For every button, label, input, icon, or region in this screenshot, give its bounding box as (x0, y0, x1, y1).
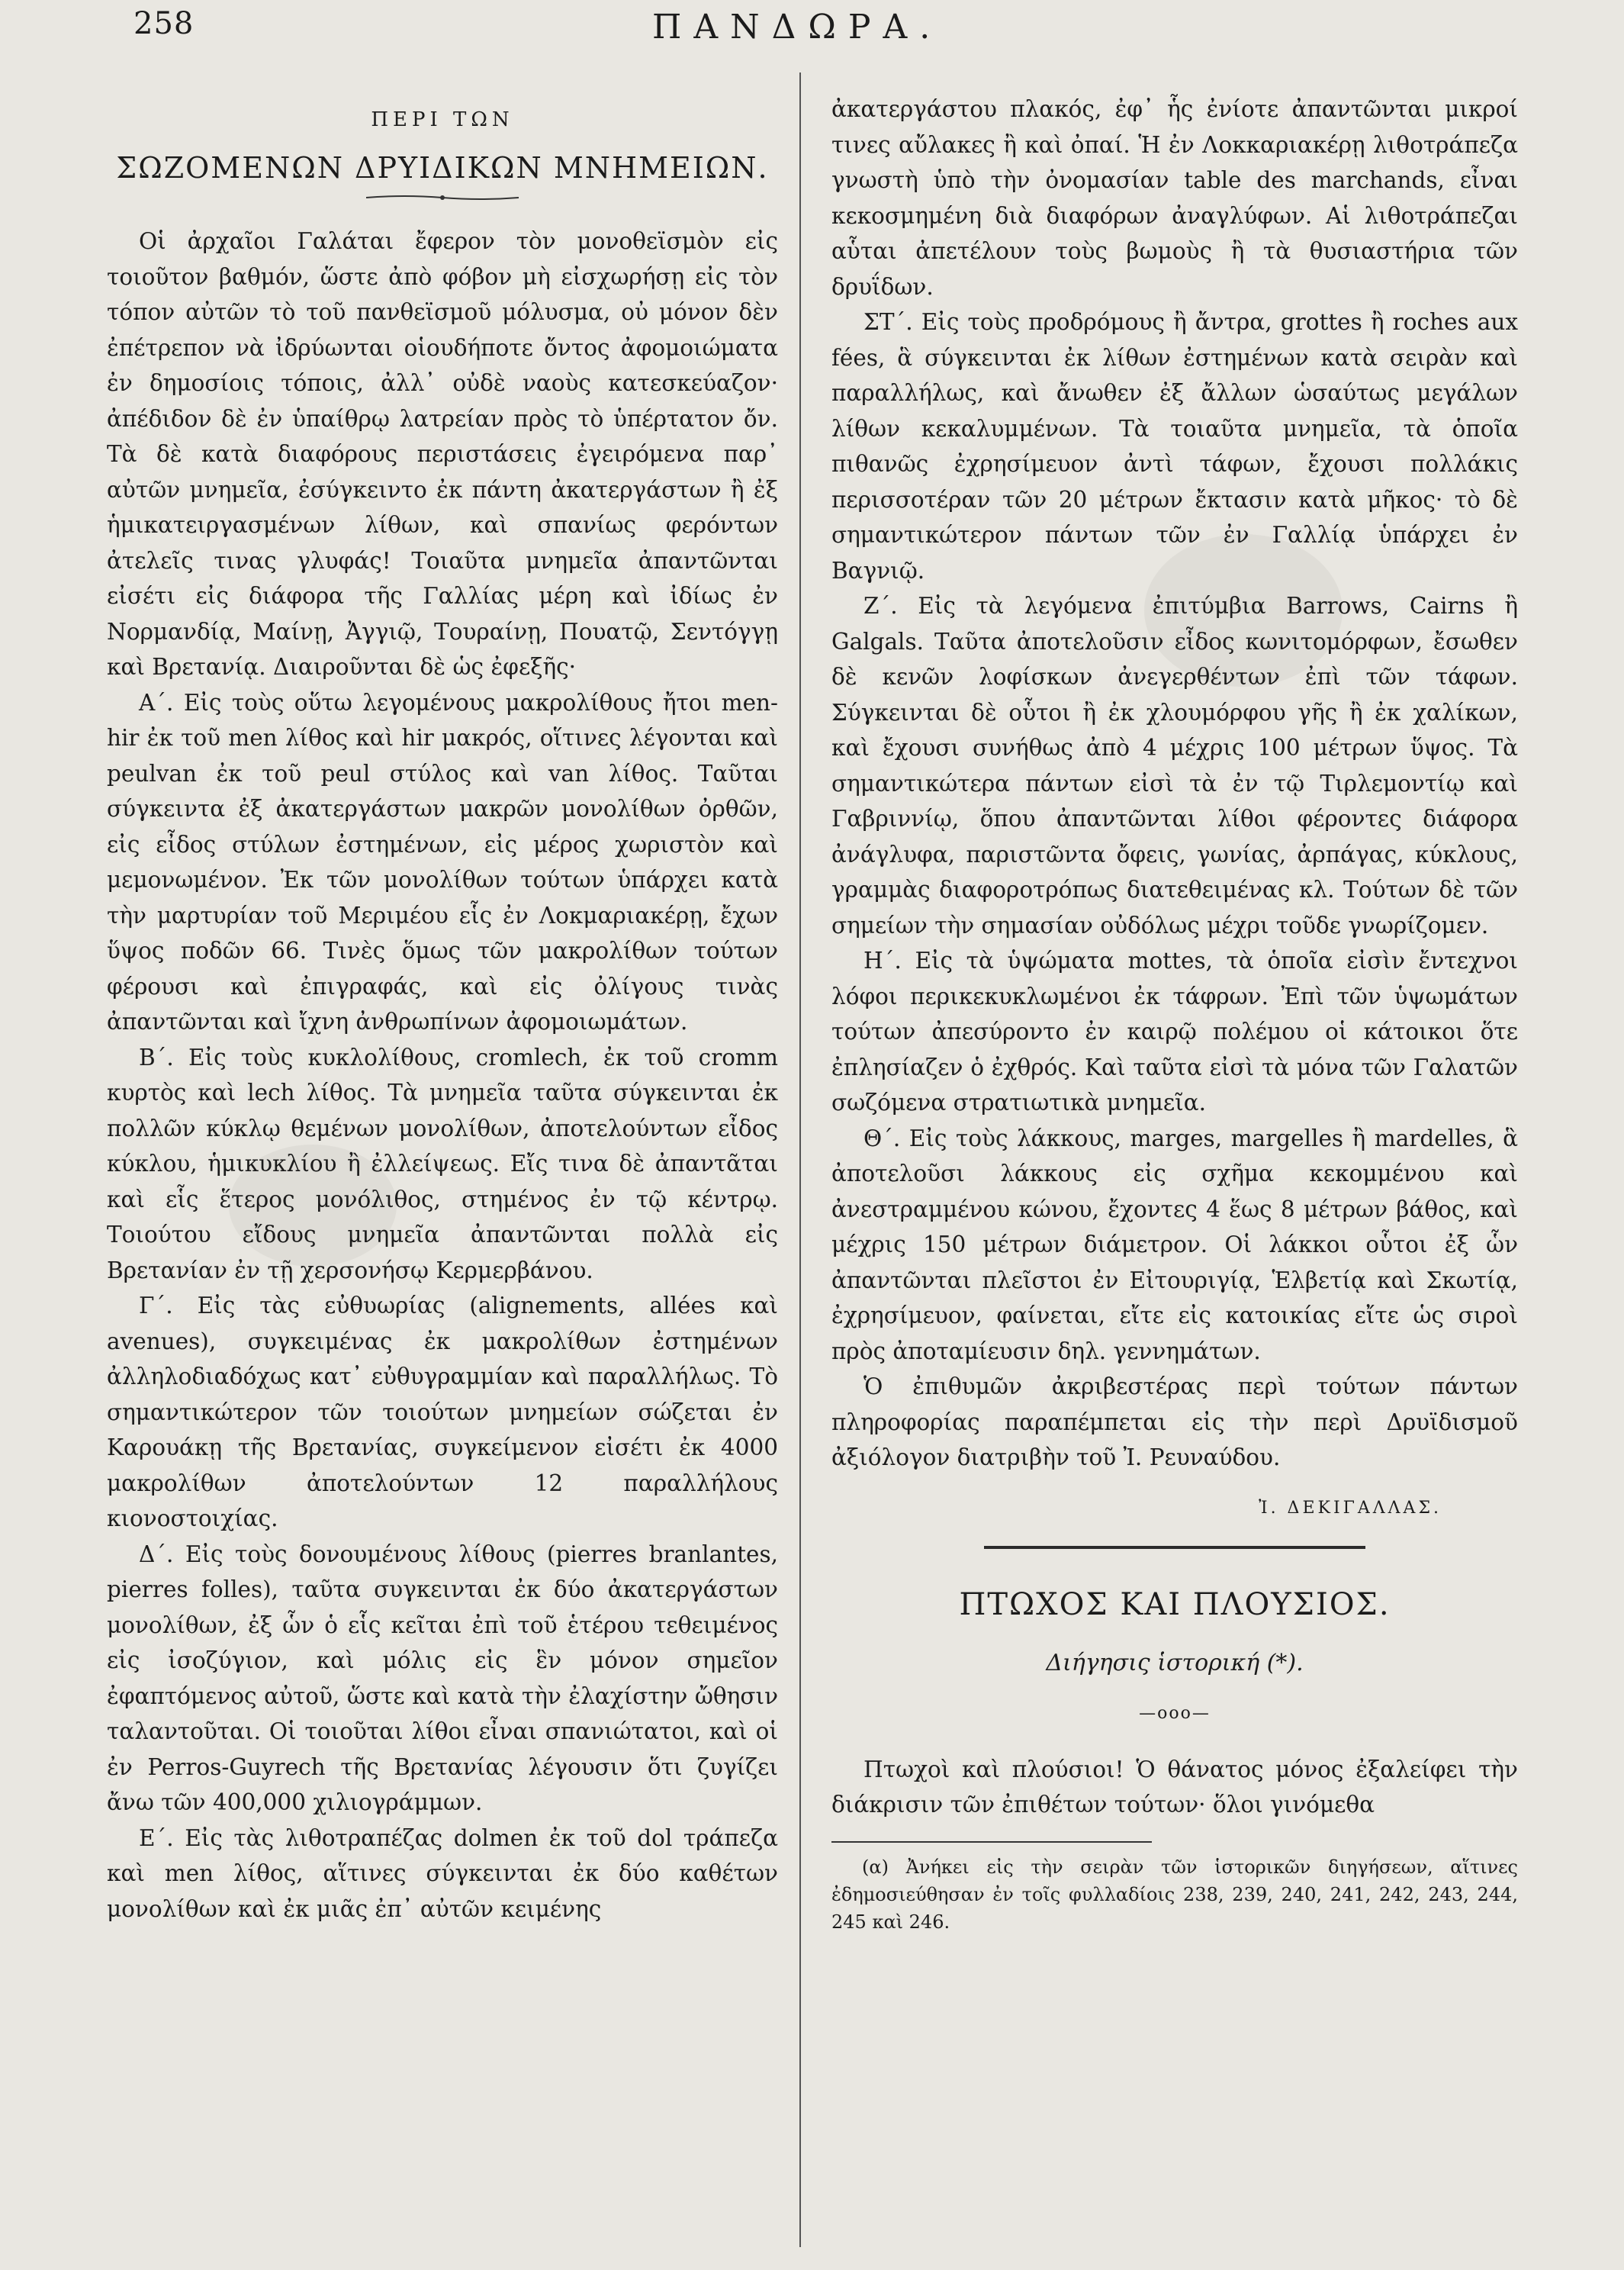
paragraph-epsilon: Ε΄. Εἰς τὰς λιθοτραπέζας dolmen ἐκ τοῦ dol τράπεζα καὶ men λίθος, αἵτινες σύγκεινται ἐκ δύο καθέτων μονολίθων καὶ ἐκ μιᾶς ἐπ᾽ αὐτῶν κειμένης (107, 1824, 778, 1922)
footnote: (α) Ἀνήκει εἰς τὴν σειρὰν τῶν ἱστορικῶν διηγήσεων, αἵτινες ἐδημοσιεύθησαν ἐν τοῖς φυλλαδίοις 238, 239, 240, 241, 242, 243, 244, 245 καὶ 246. (831, 1856, 1518, 1933)
article-title: ΣΩΖΟΜΕΝΩΝ ΔΡΥΙΔΙΚΩΝ ΜΝΗΜΕΙΩΝ. (116, 150, 769, 185)
paragraph-intro: Οἱ ἀρχαῖοι Γαλάται ἔφερον τὸν μονοθεϊσμὸν εἰς τοιοῦτον βαθμόν, ὥστε ἀπὸ φόβον μὴ εἰσχωρήσῃ εἰς τὸν τόπον αὐτῶν τὸ τοῦ πανθεϊσμοῦ μόλυσμα, οὐ μόνον δὲν ἐπέτρεπον νὰ ἰδρύωνται οἱουδήποτε ὄντος ἀφομοιώματα ἐν δημοσίοις τόποις, ἀλλ᾽ οὐδὲ ναοὺς κατεσκεύαζον· ἀπέδιδον δὲ ἐν ὑπαίθρῳ λατρείαν πρὸς τὸ ὑπέρτατον ὄν. Τὰ δὲ κατὰ διαφόρους περιστάσεις ἐγειρόμενα παρ᾽ αὐτῶν μνημεῖα, ἐσύγκειντο ἐκ πάντη ἀκατεργάστων ἢ ἐξ ἡμικατειργασμένων λίθων, καὶ σπανίως φερόντων ἀτελεῖς τινας γλυφάς! Τοιαῦτα μνημεῖα ἀπαντῶνται εἰσέτι εἰς διάφορα τῆς Γαλλίας μέρη καὶ ἰδίως ἐν Νορμανδίᾳ, Μαίνῃ, Ἀγγιῷ, Τουραίνῃ, Πουατῷ, Σεντόγγῃ καὶ Βρετανίᾳ. Διαιροῦνται δὲ ὡς ἐφεξῆς· (107, 228, 778, 680)
title-ornament-icon (366, 193, 519, 202)
running-title: ΠΑΝΔΩΡΑ. (652, 8, 943, 47)
article2-title: ΠΤΩΧΟΣ ΚΑΙ ΠΛΟΥΣΙΟΣ. (959, 1587, 1391, 1622)
paragraph-alpha: Α΄. Εἰς τοὺς οὕτω λεγομένους μακρολίθους ἤτοι men-hir ἐκ τοῦ men λίθος καὶ hir μακρός, οἵτινες λέγονται καὶ peulvan ἐκ τοῦ peul στύλος καὶ van λίθος. Ταῦται σύγκειντα ἐξ ἀκατεργάστων μακρῶν μονολίθων ὀρθῶν, εἰς εἶδος στύλων ἐστημένων, εἰς μέρος χωριστὸν καὶ μεμονωμένον. Ἐκ τῶν μονολίθων τούτων ὑπάρχει κατὰ τὴν μαρτυρίαν τοῦ Μεριμέου εἷς ἐν Λοκμαριακέρῃ, ἔχων ὕψος ποδῶν 66. Τινὲς ὅμως τῶν μακρολίθων τούτων φέρουσι καὶ ἐπιγραφάς, καὶ εἰς ὀλίγους τινὰς ἀπαντῶνται καὶ ἴχνη ἀνθρωπίνων ἀφομοιωμάτων. (107, 689, 778, 1035)
paragraph-reference: Ὁ ἐπιθυμῶν ἀκριβεστέρας περὶ τούτων πάντων πληροφορίας παραπέμπεται εἰς τὴν περὶ Δρυϊδισμοῦ ἀξιόλογον διατριβὴν τοῦ Ἰ. Ρευναύδου. (831, 1373, 1518, 1470)
paragraph-delta: Δ΄. Εἰς τοὺς δονουμένους λίθους (pierres branlantes, pierres folles), ταῦτα συγκεινται ἐκ δύο ἀκατεργάστων μονολίθων, ἐξ ὧν ὁ εἷς κεῖται ἐπὶ τοῦ ἑτέρου τεθειμένος εἰς ἰσοζύγιον, καὶ μόλις εἰς ἓν μόνον σημεῖον ἐφαπτόμενος αὐτοῦ, ὥστε καὶ κατὰ τὴν ἐλαχίστην ὤθησιν ταλαντοῦται. Οἱ τοιοῦται λίθοι εἶναι σπανιώτατοι, καὶ οἱ ἐν Perros-Guyrech τῆς Βρετανίας λέγουσιν ὅτι ζυγίζει ἄνω τῶν 400,000 χιλιογράμμων. (107, 1541, 778, 1815)
paragraph-stigma: ΣΤ΄. Εἰς τοὺς προδρόμους ἢ ἄντρα, grottes ἢ roches aux fées, ἃ σύγκεινται ἐκ λίθων ἐστημένων κατὰ σειρὰν καὶ παραλλήλως, καὶ ἄνωθεν ἐξ ἄλλων ὡσαύτως μεγάλων λίθων κεκαλυμμένων. Τὰ τοιαῦτα μνημεῖα, τὰ ὁποῖα πιθανῶς ἐχρησίμευον ἀντὶ τάφων, ἔχουσι πολλάκις περισσοτέραν τῶν 20 μέτρων ἔκτασιν κατὰ μῆκος· τὸ δὲ σημαντικώτερον πάντων τῶν ἐν Γαλλίᾳ ὑπάρχει ἐν Βαγνιῷ. (831, 309, 1518, 584)
article-subtitle: ΠΕΡΙ ΤΩΝ (371, 108, 514, 131)
paragraph-beta: Β΄. Εἰς τοὺς κυκλολίθους, cromlech, ἐκ τοῦ cromm κυρτὸς καὶ lech λίθος. Τὰ μνημεῖα ταῦτα σύγκεινται ἐκ πολλῶν κύκλῳ θεμένων μονολίθων, ἀποτελούντων εἶδος κύκλου, ἡμικυκλίου ἢ ἐλλείψεως. Εἴς τινα δὲ ἀπαντᾶται καὶ εἷς ἕτερος μονόλιθος, στημένος ἐν τῷ κέντρῳ. Τοιούτου εἴδους μνημεῖα ἀπαντῶνται πολλὰ εἰς Βρετανίαν ἐν τῇ χερσονήσῳ Κερμερβάνου. (107, 1044, 778, 1283)
article-separator (984, 1546, 1365, 1549)
page-header (0, 0, 1624, 61)
page-number: 258 (133, 6, 195, 41)
paragraph-theta: Θ΄. Εἰς τοὺς λάκκους, marges, margelles ἢ mardelles, ἃ ἀποτελοῦσι λάκκους εἰς σχῆμα κεκομμένου καὶ ἀνεστραμμένου κώνου, ἔχοντες 4 ἕως 8 μέτρων βάθος, καὶ μέχρις 150 μέτρων διάμετρον. Οἱ λάκκοι οὗτοι ἐξ ὧν ἀπαντῶνται πλεῖστοι ἐν Εἰτουριγίᾳ, Ἑλβετίᾳ καὶ Σκωτίᾳ, ἐχρησίμευον, φαίνεται, εἴτε εἰς κατοικίας εἴτε ὡς σιροὶ πρὸς ἀποταμίευσιν δηλ. γεννημάτων. (831, 1125, 1518, 1364)
right-column (831, 92, 1518, 2251)
paragraph-zeta: Ζ΄. Εἰς τὰ λεγόμενα ἐπιτύμβια Barrows, Cairns ἢ Galgals. Ταῦτα ἀποτελοῦσιν εἶδος κωνιτομόρφων, ἔσωθεν δὲ κενῶν λοφίσκων ἀνεγερθέντων ἐπὶ τῶν τάφων. Σύγκεινται δὲ οὗτοι ἢ ἐκ χλουμόρφου γῆς ἢ ἐκ χαλίκων, καὶ ἔχουσι συνήθως ἀπὸ 4 μέχρις 100 μέτρων ὕψος. Τὰ σημαντικώτερα πάντων εἰσὶ τὰ ἐν τῷ Τιρλεμοντίῳ καὶ Γαβριννίῳ, ὅπου ἀπαντῶνται λίθοι φέροντες διάφορα ἀνάγλυφα, παριστῶντα ὄφεις, γωνίας, ἀρπάγας, κύκλους, γραμμὰς διαφοροτρόπως διατεθειμένας κλ. Τούτων δὲ τῶν σημείων τὴν σημασίαν οὐδόλως μέχρι τοῦδε γνωρίζομεν. (831, 593, 1518, 939)
column-divider (799, 72, 801, 2247)
small-ornament: —ooo— (1139, 1704, 1211, 1723)
paragraph-eta: Η΄. Εἰς τὰ ὑψώματα mottes, τὰ ὁποῖα εἰσὶν ἔντεχνοι λόφοι περικεκυκλωμένοι ἐκ τάφρων. Ἐπὶ τῶν ὑψωμάτων τούτων ἀπεσύροντο ἐν καιρῷ πολέμου οἱ κάτοικοι ὅτε ἐπλησίαζεν ὁ ἐχθρός. Καὶ ταῦτα εἰσὶ τὰ μόνα τῶν Γαλατῶν σωζόμενα στρατιωτικὰ μνημεῖα. (831, 948, 1518, 1116)
article2-paragraph: Πτωχοὶ καὶ πλούσιοι! Ὁ θάνατος μόνος ἐξαλείφει τὴν διάκρισιν τῶν ἐπιθέτων τούτων· ὅλοι γινόμεθα (831, 1756, 1518, 1818)
paragraph-epsilon-cont: ἀκατεργάστου πλακός, ἐφ᾽ ἧς ἐνίοτε ἀπαντῶνται μικροί τινες αὔλακες ἢ καὶ ὀπαί. Ἡ ἐν Λοκκαριακέρῃ λιθοτράπεζα γνωστὴ ὑπὸ τὴν ὀνομασίαν table des marchands, εἶναι κεκοσμημένη διὰ διαφόρων ἀναγλύφων. Αἱ λιθοτράπεζαι αὗται ἀπετέλουν τοὺς βωμοὺς ἢ τὰ θυσιαστήρια τῶν δρυΐδων. (831, 96, 1518, 300)
footnote-rule (831, 1841, 1152, 1843)
paragraph-gamma: Γ΄. Εἰς τὰς εὐθυωρίας (alignements, allées καὶ avenues), συγκειμένας ἐκ μακρολίθων ἐστημένων ἀλληλοδιαδόχως κατ᾽ εὐθυγραμμίαν καὶ παραλλήλως. Τὸ σημαντικώτερον τῶν τοιούτων μνημείων σώζεται ἐν Καρουάκῃ τῆς Βρετανίας, συγκείμενον εἰσέτι ἐκ 4000 μακρολίθων ἀποτελούντων 12 παραλλήλους κιονοστοιχίας. (107, 1293, 778, 1531)
left-column (107, 92, 778, 2251)
author-signature: Ἰ. ΔΕΚΙΓΑΛΛΑΣ. (1259, 1498, 1442, 1518)
article2-subtitle: Διήγησις ἱστορική (*). (1046, 1649, 1304, 1676)
